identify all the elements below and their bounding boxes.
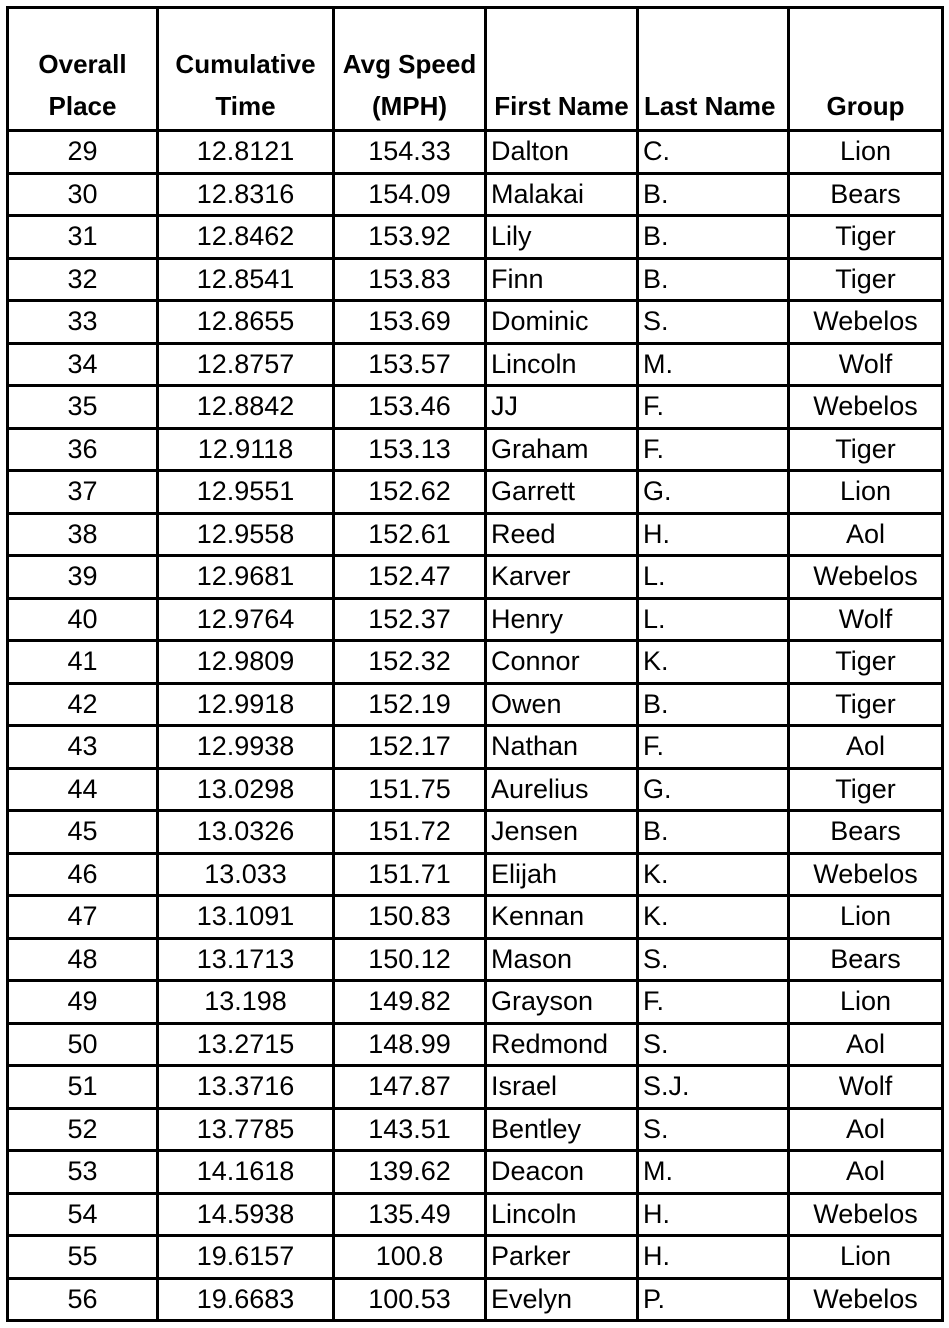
table-row: [8, 556, 943, 599]
overall-place-cell: 34: [8, 343, 158, 386]
cumulative-time-cell: 12.9938: [158, 726, 334, 769]
table-row: [8, 1023, 943, 1066]
overall-place-cell: 40: [8, 598, 158, 641]
cumulative-time-cell: 12.9551: [158, 471, 334, 514]
first-name-cell: Jensen: [486, 811, 638, 854]
overall-place-cell: 39: [8, 556, 158, 599]
cumulative-time-cell: 12.8757: [158, 343, 334, 386]
first-name-cell: Lincoln: [486, 1193, 638, 1236]
table-row: [8, 343, 943, 386]
group-cell: Aol: [789, 1023, 943, 1066]
last-name-cell: S.J.: [638, 1066, 789, 1109]
overall-place-cell: 53: [8, 1151, 158, 1194]
overall-place-cell: 41: [8, 641, 158, 684]
first-name-cell: Garrett: [486, 471, 638, 514]
table-row: [8, 1151, 943, 1194]
header-first-name: First Name: [486, 8, 638, 131]
first-name-cell: Malakai: [486, 173, 638, 216]
table-row: [8, 896, 943, 939]
first-name-cell: Nathan: [486, 726, 638, 769]
last-name-cell: S.: [638, 938, 789, 981]
overall-place-cell: 35: [8, 386, 158, 429]
overall-place-cell: 46: [8, 853, 158, 896]
table-row: [8, 981, 943, 1024]
table-row: [8, 726, 943, 769]
group-cell: Lion: [789, 1236, 943, 1279]
first-name-cell: Dominic: [486, 301, 638, 344]
table-row: [8, 641, 943, 684]
overall-place-cell: 29: [8, 131, 158, 174]
first-name-cell: Deacon: [486, 1151, 638, 1194]
avg-speed-cell: 154.09: [334, 173, 486, 216]
table-row: [8, 513, 943, 556]
cumulative-time-cell: 12.8655: [158, 301, 334, 344]
group-cell: Tiger: [789, 258, 943, 301]
cumulative-time-cell: 13.3716: [158, 1066, 334, 1109]
overall-place-cell: 43: [8, 726, 158, 769]
cumulative-time-cell: 13.198: [158, 981, 334, 1024]
avg-speed-cell: 100.8: [334, 1236, 486, 1279]
group-cell: Tiger: [789, 216, 943, 259]
last-name-cell: H.: [638, 513, 789, 556]
group-cell: Tiger: [789, 683, 943, 726]
group-cell: Bears: [789, 173, 943, 216]
cumulative-time-cell: 14.1618: [158, 1151, 334, 1194]
last-name-cell: C.: [638, 131, 789, 174]
first-name-cell: Kennan: [486, 896, 638, 939]
last-name-cell: M.: [638, 343, 789, 386]
last-name-cell: B.: [638, 683, 789, 726]
overall-place-cell: 48: [8, 938, 158, 981]
avg-speed-cell: 152.32: [334, 641, 486, 684]
avg-speed-cell: 149.82: [334, 981, 486, 1024]
group-cell: Wolf: [789, 1066, 943, 1109]
avg-speed-cell: 151.72: [334, 811, 486, 854]
avg-speed-cell: 148.99: [334, 1023, 486, 1066]
overall-place-cell: 55: [8, 1236, 158, 1279]
header-overall-place-line1: Overall: [38, 49, 127, 79]
cumulative-time-cell: 12.9809: [158, 641, 334, 684]
first-name-cell: Karver: [486, 556, 638, 599]
avg-speed-cell: 152.19: [334, 683, 486, 726]
cumulative-time-cell: 12.9118: [158, 428, 334, 471]
last-name-cell: B.: [638, 258, 789, 301]
avg-speed-cell: 143.51: [334, 1108, 486, 1151]
header-group: Group: [789, 8, 943, 131]
table-row: [8, 1066, 943, 1109]
avg-speed-cell: 150.83: [334, 896, 486, 939]
group-cell: Webelos: [789, 301, 943, 344]
header-cumulative-time-line1: Cumulative: [175, 49, 316, 79]
table-row: [8, 173, 943, 216]
last-name-cell: F.: [638, 981, 789, 1024]
last-name-cell: P.: [638, 1278, 789, 1321]
first-name-cell: Parker: [486, 1236, 638, 1279]
avg-speed-cell: 150.12: [334, 938, 486, 981]
cumulative-time-cell: 12.9764: [158, 598, 334, 641]
last-name-cell: F.: [638, 726, 789, 769]
first-name-cell: Connor: [486, 641, 638, 684]
group-cell: Lion: [789, 471, 943, 514]
overall-place-cell: 45: [8, 811, 158, 854]
group-cell: Lion: [789, 981, 943, 1024]
group-cell: Webelos: [789, 1193, 943, 1236]
overall-place-cell: 38: [8, 513, 158, 556]
first-name-cell: Bentley: [486, 1108, 638, 1151]
overall-place-cell: 49: [8, 981, 158, 1024]
group-cell: Aol: [789, 1151, 943, 1194]
last-name-cell: F.: [638, 386, 789, 429]
table-row: [8, 258, 943, 301]
avg-speed-cell: 139.62: [334, 1151, 486, 1194]
last-name-cell: B.: [638, 216, 789, 259]
table-row: [8, 471, 943, 514]
header-avg-speed-line2: (MPH): [371, 91, 448, 121]
header-avg-speed: [334, 8, 486, 131]
table-row: [8, 598, 943, 641]
last-name-cell: L.: [638, 556, 789, 599]
overall-place-cell: 50: [8, 1023, 158, 1066]
last-name-cell: K.: [638, 641, 789, 684]
last-name-cell: M.: [638, 1151, 789, 1194]
overall-place-cell: 51: [8, 1066, 158, 1109]
last-name-cell: S.: [638, 1108, 789, 1151]
first-name-cell: Graham: [486, 428, 638, 471]
overall-place-cell: 54: [8, 1193, 158, 1236]
cumulative-time-cell: 13.7785: [158, 1108, 334, 1151]
cumulative-time-cell: 19.6157: [158, 1236, 334, 1279]
table-row: [8, 938, 943, 981]
header-overall-place: [8, 8, 158, 131]
avg-speed-cell: 153.83: [334, 258, 486, 301]
race-results-table: [6, 6, 944, 1322]
header-row: [8, 8, 943, 131]
last-name-cell: F.: [638, 428, 789, 471]
results-sheet: [6, 6, 941, 1322]
first-name-cell: Redmond: [486, 1023, 638, 1066]
last-name-cell: S.: [638, 301, 789, 344]
avg-speed-cell: 147.87: [334, 1066, 486, 1109]
cumulative-time-cell: 13.0326: [158, 811, 334, 854]
group-cell: Wolf: [789, 598, 943, 641]
group-cell: Webelos: [789, 1278, 943, 1321]
last-name-cell: B.: [638, 173, 789, 216]
cumulative-time-cell: 12.9918: [158, 683, 334, 726]
first-name-cell: Finn: [486, 258, 638, 301]
last-name-cell: K.: [638, 896, 789, 939]
table-row: [8, 683, 943, 726]
overall-place-cell: 32: [8, 258, 158, 301]
last-name-cell: H.: [638, 1193, 789, 1236]
first-name-cell: Israel: [486, 1066, 638, 1109]
results-body: [8, 131, 943, 1321]
last-name-cell: K.: [638, 853, 789, 896]
overall-place-cell: 33: [8, 301, 158, 344]
group-cell: Webelos: [789, 853, 943, 896]
header-last-name: Last Name: [638, 8, 789, 131]
table-row: [8, 301, 943, 344]
overall-place-cell: 31: [8, 216, 158, 259]
overall-place-cell: 44: [8, 768, 158, 811]
table-row: [8, 1236, 943, 1279]
cumulative-time-cell: 12.8316: [158, 173, 334, 216]
last-name-cell: S.: [638, 1023, 789, 1066]
group-cell: Aol: [789, 1108, 943, 1151]
table-row: [8, 1108, 943, 1151]
avg-speed-cell: 153.69: [334, 301, 486, 344]
overall-place-cell: 42: [8, 683, 158, 726]
cumulative-time-cell: 12.9558: [158, 513, 334, 556]
last-name-cell: G.: [638, 471, 789, 514]
overall-place-cell: 36: [8, 428, 158, 471]
avg-speed-cell: 152.37: [334, 598, 486, 641]
overall-place-cell: 37: [8, 471, 158, 514]
cumulative-time-cell: 13.1713: [158, 938, 334, 981]
last-name-cell: L.: [638, 598, 789, 641]
group-cell: Tiger: [789, 768, 943, 811]
overall-place-cell: 47: [8, 896, 158, 939]
group-cell: Aol: [789, 513, 943, 556]
group-cell: Tiger: [789, 428, 943, 471]
overall-place-cell: 56: [8, 1278, 158, 1321]
first-name-cell: Henry: [486, 598, 638, 641]
first-name-cell: Mason: [486, 938, 638, 981]
header-overall-place-line2: Place: [48, 91, 117, 121]
avg-speed-cell: 153.46: [334, 386, 486, 429]
group-cell: Bears: [789, 811, 943, 854]
header-cumulative-time-line2: Time: [215, 91, 276, 121]
first-name-cell: Dalton: [486, 131, 638, 174]
first-name-cell: Owen: [486, 683, 638, 726]
last-name-cell: B.: [638, 811, 789, 854]
table-row: [8, 768, 943, 811]
cumulative-time-cell: 12.8462: [158, 216, 334, 259]
group-cell: Tiger: [789, 641, 943, 684]
table-row: [8, 216, 943, 259]
header-avg-speed-line1: Avg Speed: [342, 49, 477, 79]
first-name-cell: JJ: [486, 386, 638, 429]
first-name-cell: Reed: [486, 513, 638, 556]
group-cell: Lion: [789, 131, 943, 174]
table-row: [8, 811, 943, 854]
group-cell: Aol: [789, 726, 943, 769]
avg-speed-cell: 153.13: [334, 428, 486, 471]
group-cell: Wolf: [789, 343, 943, 386]
cumulative-time-cell: 13.1091: [158, 896, 334, 939]
first-name-cell: Grayson: [486, 981, 638, 1024]
avg-speed-cell: 152.61: [334, 513, 486, 556]
overall-place-cell: 30: [8, 173, 158, 216]
group-cell: Lion: [789, 896, 943, 939]
table-row: [8, 386, 943, 429]
table-row: [8, 428, 943, 471]
table-row: [8, 1278, 943, 1321]
last-name-cell: G.: [638, 768, 789, 811]
avg-speed-cell: 154.33: [334, 131, 486, 174]
cumulative-time-cell: 12.8842: [158, 386, 334, 429]
cumulative-time-cell: 13.033: [158, 853, 334, 896]
group-cell: Webelos: [789, 556, 943, 599]
table-row: [8, 1193, 943, 1236]
cumulative-time-cell: 19.6683: [158, 1278, 334, 1321]
table-row: [8, 853, 943, 896]
last-name-cell: H.: [638, 1236, 789, 1279]
first-name-cell: Lily: [486, 216, 638, 259]
cumulative-time-cell: 12.8121: [158, 131, 334, 174]
overall-place-cell: 52: [8, 1108, 158, 1151]
first-name-cell: Lincoln: [486, 343, 638, 386]
cumulative-time-cell: 13.0298: [158, 768, 334, 811]
cumulative-time-cell: 13.2715: [158, 1023, 334, 1066]
avg-speed-cell: 153.57: [334, 343, 486, 386]
table-row: [8, 131, 943, 174]
group-cell: Bears: [789, 938, 943, 981]
first-name-cell: Evelyn: [486, 1278, 638, 1321]
avg-speed-cell: 152.62: [334, 471, 486, 514]
header-cumulative-time: [158, 8, 334, 131]
cumulative-time-cell: 12.8541: [158, 258, 334, 301]
group-cell: Webelos: [789, 386, 943, 429]
cumulative-time-cell: 12.9681: [158, 556, 334, 599]
avg-speed-cell: 151.71: [334, 853, 486, 896]
cumulative-time-cell: 14.5938: [158, 1193, 334, 1236]
avg-speed-cell: 153.92: [334, 216, 486, 259]
avg-speed-cell: 152.17: [334, 726, 486, 769]
avg-speed-cell: 152.47: [334, 556, 486, 599]
avg-speed-cell: 151.75: [334, 768, 486, 811]
avg-speed-cell: 100.53: [334, 1278, 486, 1321]
first-name-cell: Aurelius: [486, 768, 638, 811]
avg-speed-cell: 135.49: [334, 1193, 486, 1236]
first-name-cell: Elijah: [486, 853, 638, 896]
